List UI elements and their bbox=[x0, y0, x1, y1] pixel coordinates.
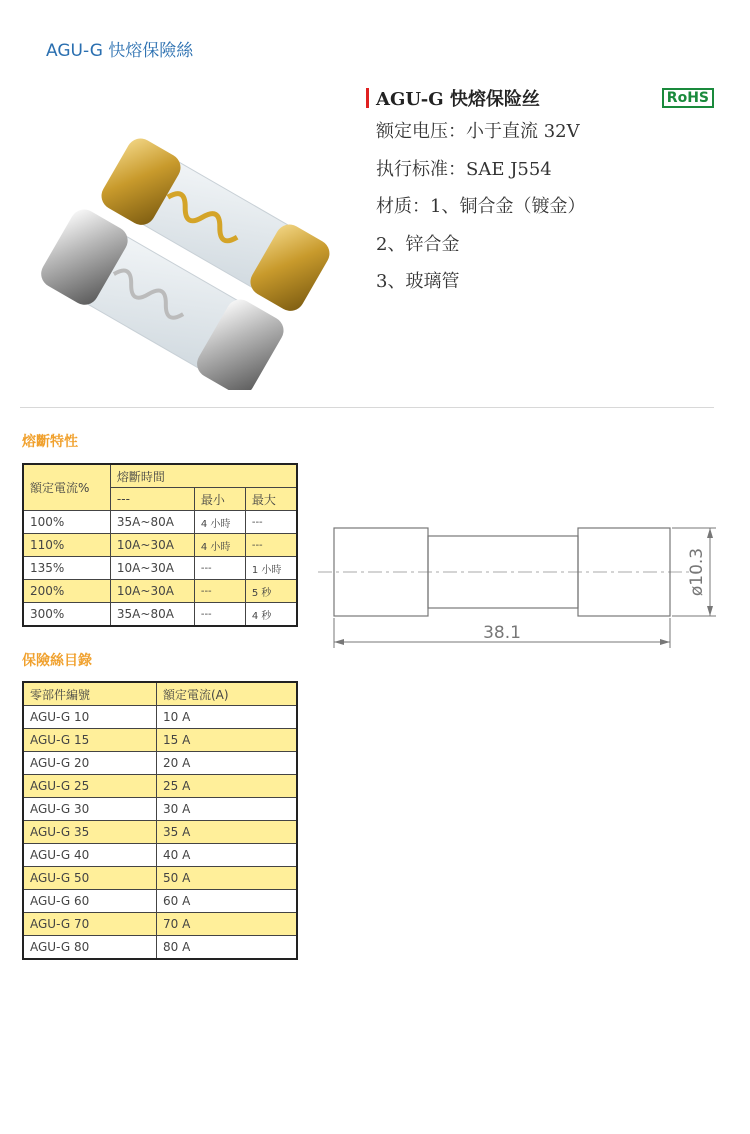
table-cell: AGU-G 15 bbox=[23, 729, 157, 752]
table-cell: --- bbox=[194, 603, 245, 627]
table-cell: 25 A bbox=[157, 775, 298, 798]
table-cell: AGU-G 10 bbox=[23, 706, 157, 729]
table-cell: --- bbox=[194, 580, 245, 603]
header-rated-current: 額定電流(A) bbox=[157, 682, 298, 706]
table-row bbox=[23, 867, 297, 890]
table-row bbox=[23, 580, 297, 603]
table-row bbox=[23, 603, 297, 627]
table-cell: 4 小時 bbox=[194, 511, 245, 534]
table-cell: 40 A bbox=[157, 844, 298, 867]
table-row bbox=[23, 729, 297, 752]
table-row bbox=[23, 821, 297, 844]
table-cell: 30 A bbox=[157, 798, 298, 821]
table-cell: 135% bbox=[23, 557, 110, 580]
table-cell: 70 A bbox=[157, 913, 298, 936]
table-cell: 5 秒 bbox=[245, 580, 297, 603]
section-title-catalog: 保險絲目錄 bbox=[22, 653, 92, 669]
table-row bbox=[23, 752, 297, 775]
table-row bbox=[23, 706, 297, 729]
spec-block bbox=[366, 85, 716, 301]
table-cell: AGU-G 50 bbox=[23, 867, 157, 890]
subheader-cell: --- bbox=[110, 488, 194, 511]
subheader-cell: 最大 bbox=[245, 488, 297, 511]
table-cell: AGU-G 70 bbox=[23, 913, 157, 936]
table-row bbox=[23, 557, 297, 580]
table-cell: 10A~30A bbox=[110, 557, 194, 580]
table-cell: 200% bbox=[23, 580, 110, 603]
fusing-table bbox=[22, 463, 298, 627]
table-cell: 110% bbox=[23, 534, 110, 557]
table-cell: --- bbox=[245, 534, 297, 557]
spec-line-material-2: 2、锌合金 bbox=[376, 233, 460, 255]
arrowhead bbox=[334, 639, 344, 645]
spec-line-material-3: 3、玻璃管 bbox=[376, 271, 460, 292]
table-cell: 35A~80A bbox=[110, 511, 194, 534]
table-cell: 10A~30A bbox=[110, 534, 194, 557]
page-title: AGU-G 快熔保險絲 bbox=[46, 41, 194, 61]
table-cell: 50 A bbox=[157, 867, 298, 890]
table-cell: 20 A bbox=[157, 752, 298, 775]
diameter-label: ø10.3 bbox=[687, 547, 707, 597]
spec-title: AGU-G 快熔保险丝 bbox=[376, 89, 540, 110]
header-rated-current: 額定電流% bbox=[23, 464, 110, 511]
table-cell: AGU-G 25 bbox=[23, 775, 157, 798]
section-title-fusing: 熔斷特性 bbox=[22, 434, 78, 450]
table-cell: 4 秒 bbox=[245, 603, 297, 627]
header-part-number: 零部件編號 bbox=[23, 682, 157, 706]
arrowhead bbox=[707, 528, 713, 538]
table-row bbox=[23, 890, 297, 913]
table-cell: 15 A bbox=[157, 729, 298, 752]
product-photo bbox=[8, 85, 360, 390]
table-row bbox=[23, 534, 297, 557]
table-cell: AGU-G 30 bbox=[23, 798, 157, 821]
spec-line-voltage: 额定电压：小于直流 32V bbox=[376, 121, 580, 142]
catalog-table bbox=[22, 681, 298, 960]
table-cell: 4 小時 bbox=[194, 534, 245, 557]
table-header-row bbox=[23, 682, 297, 706]
table-row bbox=[23, 913, 297, 936]
spec-line-standard: 执行标准：SAE J554 bbox=[376, 158, 552, 180]
table-cell: AGU-G 20 bbox=[23, 752, 157, 775]
table-cell: 60 A bbox=[157, 890, 298, 913]
table-cell: 10 A bbox=[157, 706, 298, 729]
table-cell: AGU-G 35 bbox=[23, 821, 157, 844]
divider bbox=[20, 407, 714, 408]
table-row bbox=[23, 844, 297, 867]
subheader-cell: 最小 bbox=[194, 488, 245, 511]
table-cell: AGU-G 60 bbox=[23, 890, 157, 913]
table-cell: 1 小時 bbox=[245, 557, 297, 580]
length-label: 38.1 bbox=[483, 623, 521, 643]
table-cell: AGU-G 80 bbox=[23, 936, 157, 960]
red-accent-bar bbox=[366, 88, 369, 108]
table-row bbox=[23, 798, 297, 821]
table-cell: 10A~30A bbox=[110, 580, 194, 603]
spec-header bbox=[366, 85, 716, 113]
arrowhead bbox=[660, 639, 670, 645]
spec-line-material: 材质：1、铜合金（镀金） bbox=[376, 196, 586, 217]
table-row bbox=[23, 511, 297, 534]
table-cell: --- bbox=[245, 511, 297, 534]
header-fusing-time: 熔斷時間 bbox=[110, 464, 297, 488]
table-cell: 100% bbox=[23, 511, 110, 534]
table-cell: 35 A bbox=[157, 821, 298, 844]
table-cell: AGU-G 40 bbox=[23, 844, 157, 867]
rohs-badge: RoHS bbox=[662, 88, 714, 108]
table-row bbox=[23, 936, 297, 960]
table-cell: 80 A bbox=[157, 936, 298, 960]
table-header-row bbox=[23, 464, 297, 488]
dimension-drawing bbox=[310, 510, 730, 650]
table-cell: --- bbox=[194, 557, 245, 580]
table-cell: 300% bbox=[23, 603, 110, 627]
table-cell: 35A~80A bbox=[110, 603, 194, 627]
arrowhead bbox=[707, 606, 713, 616]
table-row bbox=[23, 775, 297, 798]
